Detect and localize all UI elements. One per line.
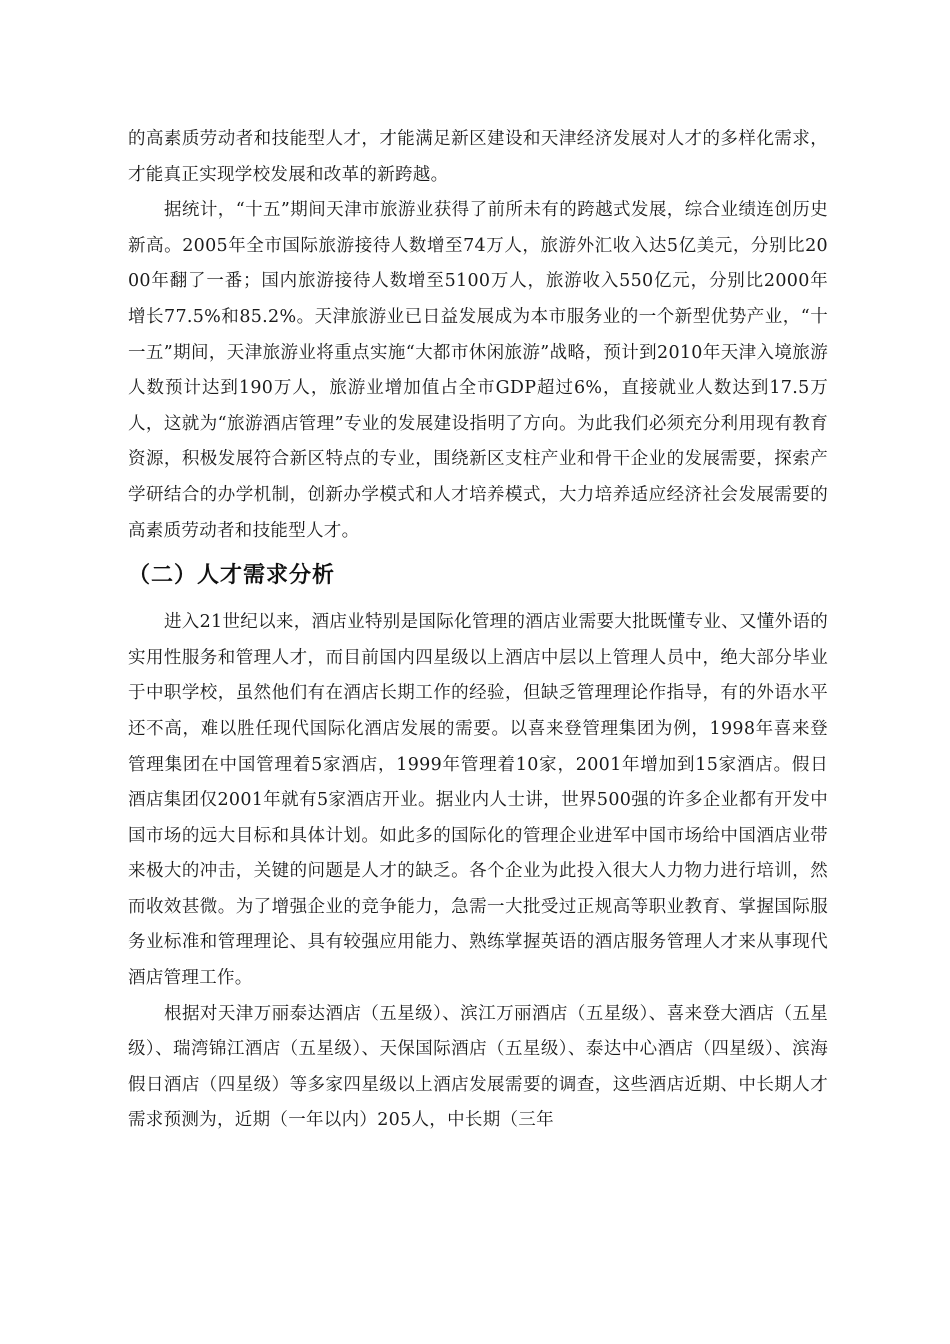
paragraph-continuation: 的高素质劳动者和技能型人才，才能满足新区建设和天津经济发展对人才的多样化需求，才能真正实现学校发展和改革的新跨越。 xyxy=(128,129,828,185)
document-body xyxy=(128,122,828,1139)
section-heading-talent-demand: （二）人才需求分析 xyxy=(128,563,336,589)
paragraph-tourism-statistics: 据统计，“十五”期间天津市旅游业获得了前所未有的跨越式发展，综合业绩连创历史新高。2005年全市国际旅游接待人数增至74万人，旅游外汇收入达5亿美元，分别比2000年翻了一番；国内旅游接待人数增至5100万人，旅游收入550亿元，分别比2000年增长77.5%和85.2%。天津旅游业已日益发展成为本市服务业的一个新型优势产业，“十一五”期间，天津旅游业将重点实施“大都市休闲旅游”战略，预计到2010年天津入境旅游人数预计达到190万人，旅游业增加值占全市GDP超过6%，直接就业人数达到17.5万人，这就为“旅游酒店管理”专业的发展建设指明了方向。为此我们必须充分利用现有教育资源，积极发展符合新区特点的专业，围绕新区支柱产业和骨干企业的发展需要，探索产学研结合的办学机制，创新办学模式和人才培养模式，大力培养适应经济社会发展需要的高素质劳动者和技能型人才。 xyxy=(128,200,828,541)
paragraph-hotel-industry-needs: 进入21世纪以来，酒店业特别是国际化管理的酒店业需要大批既懂专业、又懂外语的实用性服务和管理人才，而目前国内四星级以上酒店中层以上管理人员中，绝大部分毕业于中职学校，虽然他们有在酒店长期工作的经验，但缺乏管理理论作指导，有的外语水平还不高，难以胜任现代国际化酒店发展的需要。以喜来登管理集团为例，1998年喜来登管理集团在中国管理着5家酒店，1999年管理着10家，2001年增加到15家酒店。假日酒店集团仅2001年就有5家酒店开业。据业内人士讲，世界500强的许多企业都有开发中国市场的远大目标和具体计划。如此多的国际化的管理企业进军中国市场给中国酒店业带来极大的冲击，关键的问题是人才的缺乏。各个企业为此投入很大人力物力进行培训，然而收效甚微。为了增强企业的竞争能力，急需一大批受过正规高等职业教育、掌握国际服务业标准和管理理论、具有较强应用能力、熟练掌握英语的酒店服务管理人才来从事现代酒店管理工作。 xyxy=(128,612,828,989)
paragraph-hotel-survey: 根据对天津万丽泰达酒店（五星级）、滨江万丽酒店（五星级）、喜来登大酒店（五星级）、瑞湾锦江酒店（五星级）、天保国际酒店（五星级）、泰达中心酒店（四星级）、滨海假日酒店（四星级）等多家四星级以上酒店发展需要的调查，这些酒店近期、中长期人才需求预测为，近期（一年以内）205人，中长期（三年 xyxy=(128,1003,828,1131)
